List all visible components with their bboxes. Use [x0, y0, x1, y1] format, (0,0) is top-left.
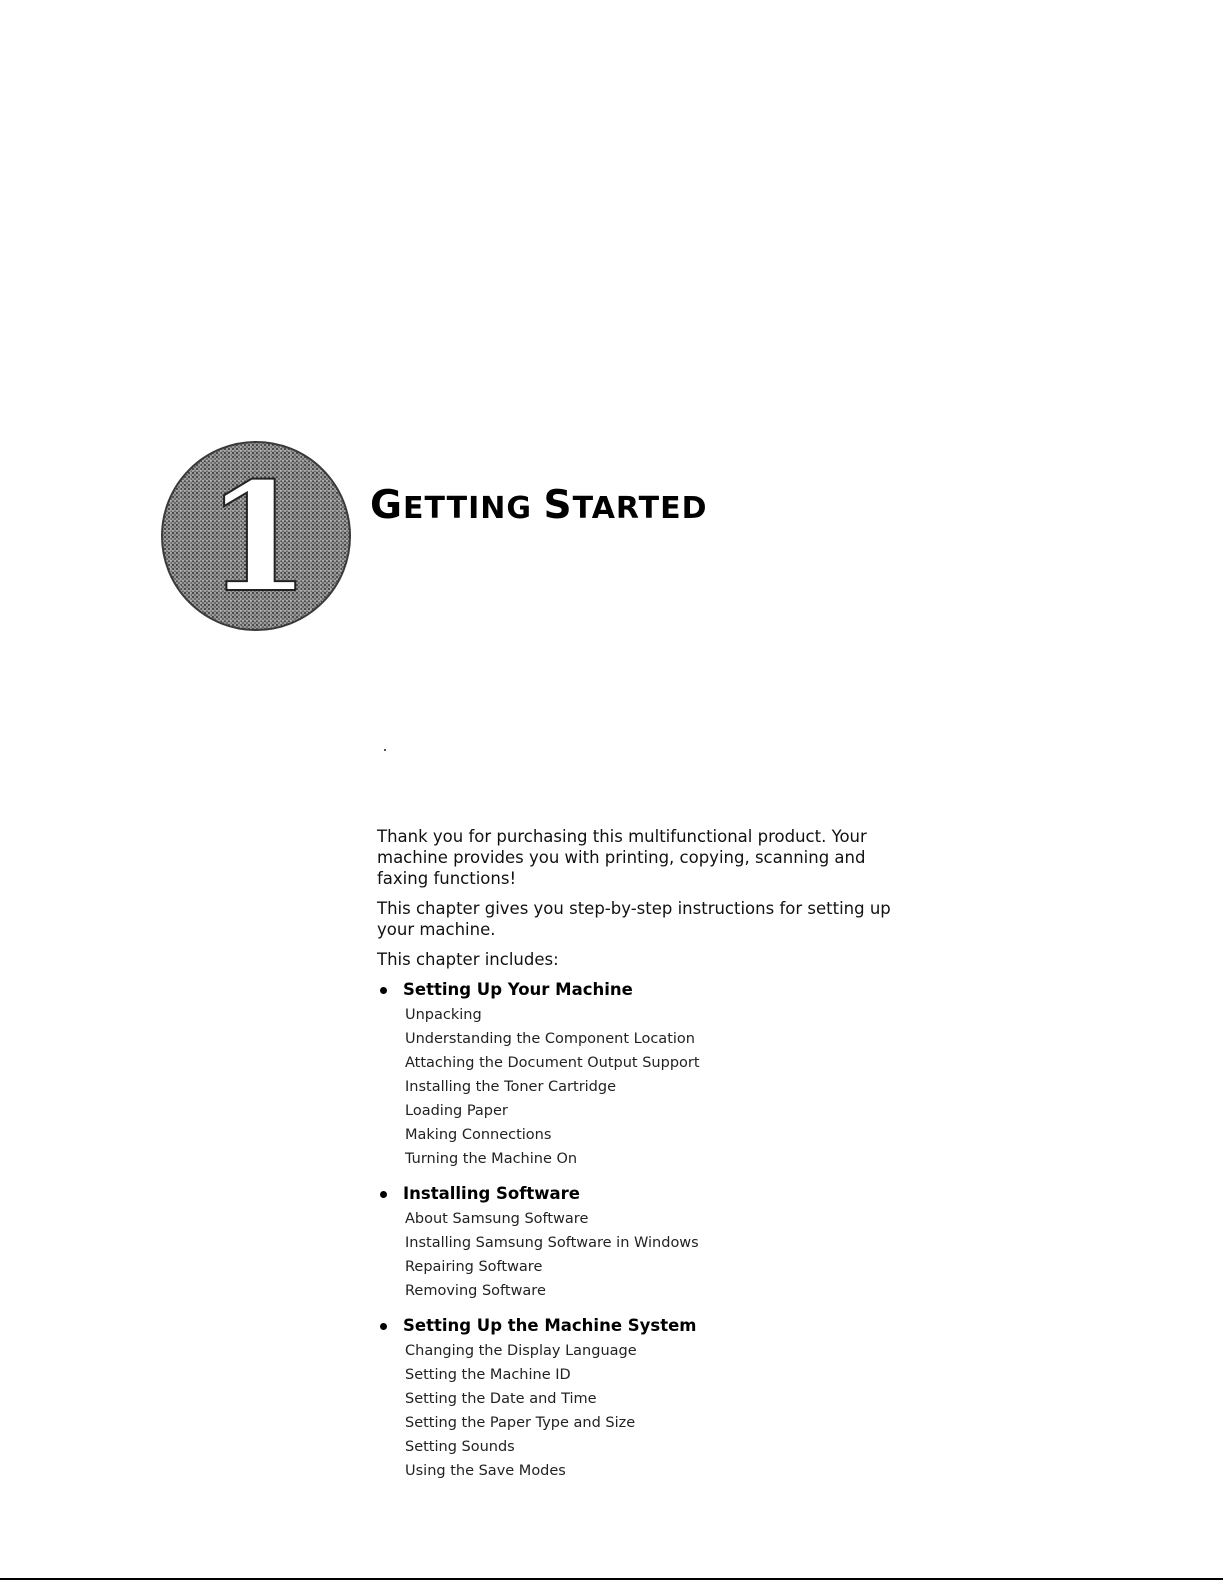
- topic-setting-up-the-machine-system: [377, 1315, 917, 1483]
- subtopic-item: Attaching the Document Output Support: [405, 1055, 700, 1071]
- intro-paragraph: Thank you for purchasing this multifunctional product. Your machine provides you with printing, copying, scanning and faxing functions!: [377, 827, 867, 888]
- subtopic-item: Using the Save Modes: [405, 1463, 566, 1479]
- subtopic-item: Setting the Date and Time: [405, 1391, 597, 1407]
- subtopic-item: Repairing Software: [405, 1259, 543, 1275]
- chapter-title-initial-2: S: [543, 483, 573, 528]
- topic-setting-up-your-machine: [377, 979, 917, 1171]
- topic-title: Setting Up the Machine System: [403, 1316, 697, 1335]
- topic-subitems: [405, 1207, 917, 1303]
- subtopic-item: Unpacking: [405, 1007, 482, 1023]
- chapter-title-rest-1: ETTING: [403, 491, 533, 526]
- topic-title: Setting Up Your Machine: [403, 980, 633, 999]
- subtopic-item: Setting the Machine ID: [405, 1367, 571, 1383]
- subtopic-item: About Samsung Software: [405, 1211, 589, 1227]
- subtopic-item: Installing the Toner Cartridge: [405, 1079, 617, 1095]
- bullet-icon: [380, 1323, 387, 1330]
- bullet-icon: [380, 987, 387, 994]
- topic-subitems: [405, 1339, 917, 1483]
- chapter-number: 1: [205, 450, 311, 626]
- subtopic-item: Setting Sounds: [405, 1439, 515, 1455]
- subtopic-item: Removing Software: [405, 1283, 546, 1299]
- topic-installing-software: [377, 1183, 917, 1303]
- subtopic-item: Installing Samsung Software in Windows: [405, 1235, 699, 1251]
- page-bottom-rule: [0, 1578, 1223, 1580]
- chapter-number-badge: [160, 440, 352, 632]
- chapter-title-rest-2: TARTED: [572, 491, 708, 526]
- bullet-icon: [380, 1191, 387, 1198]
- chapter-intro-section: [377, 826, 917, 1495]
- chapter-title: [370, 483, 708, 528]
- topic-subitems: [405, 1003, 917, 1171]
- intro-paragraph: This chapter gives you step-by-step instructions for setting up your machine.: [377, 899, 891, 939]
- chapter-title-initial-1: G: [370, 483, 404, 528]
- subtopic-item: Loading Paper: [405, 1103, 508, 1119]
- subtopic-item: Changing the Display Language: [405, 1343, 637, 1359]
- subtopic-item: Setting the Paper Type and Size: [405, 1415, 636, 1431]
- subtopic-item: Understanding the Component Location: [405, 1031, 695, 1047]
- topic-title: Installing Software: [403, 1184, 580, 1203]
- includes-label: This chapter includes:: [377, 950, 559, 969]
- chapter-topic-list: [377, 979, 917, 1483]
- subtopic-item: Making Connections: [405, 1127, 552, 1143]
- subtopic-item: Turning the Machine On: [405, 1151, 578, 1167]
- scan-speck: [384, 749, 386, 751]
